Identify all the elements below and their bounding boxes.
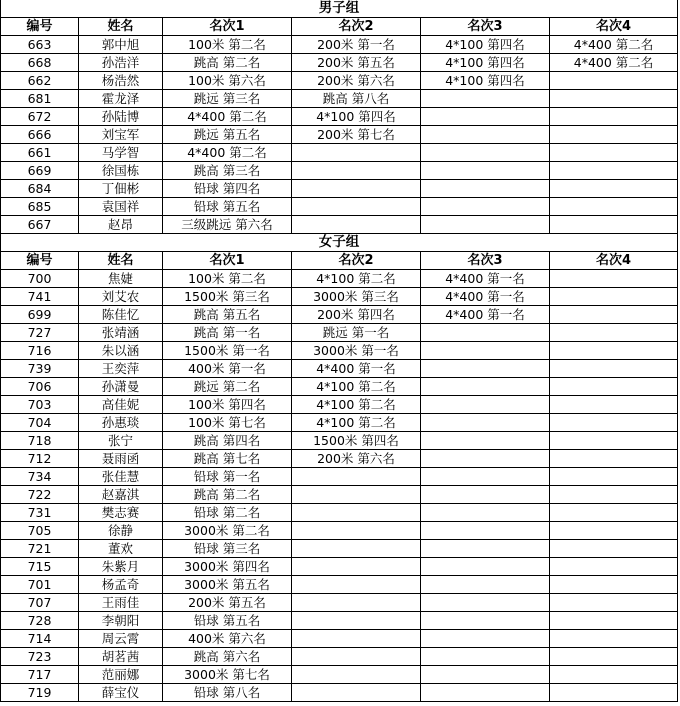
placement-cell: 4*100 第四名 <box>421 72 550 90</box>
athlete-name: 徐静 <box>79 522 163 540</box>
athlete-name: 朱紫月 <box>79 558 163 576</box>
placement-cell: 100米 第六名 <box>163 72 292 90</box>
placement-cell <box>550 396 678 414</box>
athlete-number: 722 <box>1 486 79 504</box>
placement-cell <box>292 198 421 216</box>
placement-cell: 跳高 第三名 <box>163 162 292 180</box>
athlete-number: 739 <box>1 360 79 378</box>
column-header: 名次2 <box>292 18 421 36</box>
placement-cell: 100米 第四名 <box>163 396 292 414</box>
table-row <box>1 180 678 198</box>
placement-cell: 跳高 第四名 <box>163 432 292 450</box>
table-row <box>1 396 678 414</box>
placement-cell <box>292 486 421 504</box>
athlete-name: 孙浩洋 <box>79 54 163 72</box>
table-row <box>1 504 678 522</box>
athlete-number: 706 <box>1 378 79 396</box>
athlete-number: 667 <box>1 216 79 234</box>
athlete-number: 663 <box>1 36 79 54</box>
table-row <box>1 414 678 432</box>
placement-cell <box>550 432 678 450</box>
placement-cell <box>421 144 550 162</box>
placement-cell <box>421 648 550 666</box>
athlete-number: 669 <box>1 162 79 180</box>
placement-cell <box>550 612 678 630</box>
placement-cell: 4*400 第二名 <box>163 108 292 126</box>
athlete-number: 681 <box>1 90 79 108</box>
section-title: 女子组 <box>1 234 678 252</box>
placement-cell <box>292 504 421 522</box>
table-row <box>1 216 678 234</box>
athlete-name: 赵嘉淇 <box>79 486 163 504</box>
athlete-name: 王奕萍 <box>79 360 163 378</box>
athlete-name: 张靖涵 <box>79 324 163 342</box>
placement-cell <box>421 180 550 198</box>
placement-cell <box>550 522 678 540</box>
athlete-number: 715 <box>1 558 79 576</box>
athlete-number: 672 <box>1 108 79 126</box>
placement-cell: 跳高 第六名 <box>163 648 292 666</box>
athlete-name: 袁国祥 <box>79 198 163 216</box>
placement-cell: 4*400 第二名 <box>550 54 678 72</box>
table-row <box>1 540 678 558</box>
placement-cell: 铅球 第五名 <box>163 198 292 216</box>
athlete-name: 刘艾农 <box>79 288 163 306</box>
placement-cell <box>550 126 678 144</box>
placement-cell <box>421 432 550 450</box>
placement-cell: 100米 第七名 <box>163 414 292 432</box>
placement-cell <box>550 450 678 468</box>
placement-cell <box>550 378 678 396</box>
placement-cell <box>292 468 421 486</box>
placement-cell: 3000米 第五名 <box>163 576 292 594</box>
table-row <box>1 666 678 684</box>
placement-cell <box>421 126 550 144</box>
table-row <box>1 432 678 450</box>
table-row <box>1 576 678 594</box>
placement-cell: 跳高 第二名 <box>163 486 292 504</box>
athlete-number: 701 <box>1 576 79 594</box>
athlete-name: 胡茗茜 <box>79 648 163 666</box>
athlete-number: 700 <box>1 270 79 288</box>
table-row <box>1 486 678 504</box>
athlete-name: 马学智 <box>79 144 163 162</box>
placement-cell: 100米 第二名 <box>163 270 292 288</box>
placement-cell: 4*100 第二名 <box>292 378 421 396</box>
placement-cell: 4*100 第二名 <box>292 270 421 288</box>
placement-cell: 跳高 第五名 <box>163 306 292 324</box>
placement-cell <box>292 162 421 180</box>
placement-cell: 跳远 第三名 <box>163 90 292 108</box>
placement-cell <box>550 90 678 108</box>
section-title: 男子组 <box>1 0 678 18</box>
athlete-name: 周云霄 <box>79 630 163 648</box>
athlete-name: 杨浩然 <box>79 72 163 90</box>
column-header: 名次2 <box>292 252 421 270</box>
athlete-number: 714 <box>1 630 79 648</box>
placement-cell <box>421 486 550 504</box>
placement-cell <box>421 162 550 180</box>
column-header: 姓名 <box>79 18 163 36</box>
placement-cell <box>421 414 550 432</box>
athlete-name: 樊志赛 <box>79 504 163 522</box>
placement-cell: 三级跳远 第六名 <box>163 216 292 234</box>
placement-cell <box>550 306 678 324</box>
placement-cell: 400米 第一名 <box>163 360 292 378</box>
placement-cell: 4*400 第二名 <box>163 144 292 162</box>
athlete-name: 郭中旭 <box>79 36 163 54</box>
column-header: 编号 <box>1 252 79 270</box>
athlete-number: 704 <box>1 414 79 432</box>
placement-cell <box>292 594 421 612</box>
placement-cell <box>550 216 678 234</box>
athlete-number: 721 <box>1 540 79 558</box>
athlete-number: 705 <box>1 522 79 540</box>
placement-cell: 4*100 第四名 <box>292 108 421 126</box>
column-header: 名次4 <box>550 18 678 36</box>
placement-cell <box>421 522 550 540</box>
placement-cell <box>421 684 550 702</box>
placement-cell: 4*100 第四名 <box>421 54 550 72</box>
placement-cell <box>292 684 421 702</box>
placement-cell <box>421 450 550 468</box>
athlete-number: 668 <box>1 54 79 72</box>
table-row <box>1 324 678 342</box>
placement-cell <box>550 198 678 216</box>
placement-cell <box>421 198 550 216</box>
athlete-name: 范丽娜 <box>79 666 163 684</box>
placement-cell: 4*400 第一名 <box>421 306 550 324</box>
placement-cell <box>550 630 678 648</box>
athlete-name: 李朝阳 <box>79 612 163 630</box>
placement-cell: 200米 第五名 <box>163 594 292 612</box>
athlete-number: 716 <box>1 342 79 360</box>
placement-cell <box>292 540 421 558</box>
placement-cell <box>550 504 678 522</box>
athlete-number: 703 <box>1 396 79 414</box>
table-row <box>1 558 678 576</box>
placement-cell: 200米 第五名 <box>292 54 421 72</box>
placement-cell: 200米 第四名 <box>292 306 421 324</box>
placement-cell: 4*400 第二名 <box>550 36 678 54</box>
placement-cell <box>421 504 550 522</box>
placement-cell <box>421 630 550 648</box>
placement-cell <box>421 378 550 396</box>
placement-cell <box>292 558 421 576</box>
placement-cell: 3000米 第七名 <box>163 666 292 684</box>
column-header: 名次4 <box>550 252 678 270</box>
placement-cell: 跳高 第七名 <box>163 450 292 468</box>
placement-cell: 200米 第七名 <box>292 126 421 144</box>
athlete-name: 薛宝仪 <box>79 684 163 702</box>
table-row <box>1 360 678 378</box>
placement-cell: 跳远 第五名 <box>163 126 292 144</box>
placement-cell: 4*100 第二名 <box>292 414 421 432</box>
athlete-number: 707 <box>1 594 79 612</box>
placement-cell: 1500米 第一名 <box>163 342 292 360</box>
athlete-number: 662 <box>1 72 79 90</box>
placement-cell <box>292 612 421 630</box>
placement-cell: 跳远 第二名 <box>163 378 292 396</box>
placement-cell <box>550 468 678 486</box>
placement-cell <box>421 108 550 126</box>
placement-cell: 铅球 第五名 <box>163 612 292 630</box>
athlete-number: 734 <box>1 468 79 486</box>
placement-cell: 1500米 第三名 <box>163 288 292 306</box>
placement-cell <box>292 630 421 648</box>
placement-cell: 100米 第二名 <box>163 36 292 54</box>
column-header: 名次1 <box>163 18 292 36</box>
placement-cell <box>550 666 678 684</box>
placement-cell: 400米 第六名 <box>163 630 292 648</box>
athlete-number: 718 <box>1 432 79 450</box>
athlete-name: 陈佳忆 <box>79 306 163 324</box>
placement-cell: 3000米 第一名 <box>292 342 421 360</box>
placement-cell <box>421 576 550 594</box>
athlete-number: 685 <box>1 198 79 216</box>
athlete-name: 张宁 <box>79 432 163 450</box>
athlete-number: 661 <box>1 144 79 162</box>
placement-cell: 4*400 第一名 <box>292 360 421 378</box>
placement-cell <box>421 90 550 108</box>
placement-cell: 跳高 第八名 <box>292 90 421 108</box>
table-row <box>1 270 678 288</box>
athlete-number: 741 <box>1 288 79 306</box>
athlete-name: 霍龙泽 <box>79 90 163 108</box>
table-row <box>1 684 678 702</box>
table-row <box>1 522 678 540</box>
placement-cell <box>550 684 678 702</box>
placement-cell <box>421 612 550 630</box>
placement-cell <box>292 666 421 684</box>
placement-cell <box>550 162 678 180</box>
athlete-number: 723 <box>1 648 79 666</box>
results-table-body <box>1 0 678 702</box>
athlete-number: 719 <box>1 684 79 702</box>
placement-cell <box>421 468 550 486</box>
table-row <box>1 450 678 468</box>
placement-cell <box>550 288 678 306</box>
placement-cell <box>550 342 678 360</box>
placement-cell <box>550 648 678 666</box>
table-row <box>1 90 678 108</box>
placement-cell <box>550 270 678 288</box>
column-header-row <box>1 252 678 270</box>
table-row <box>1 378 678 396</box>
placement-cell <box>421 558 550 576</box>
athlete-name: 刘宝军 <box>79 126 163 144</box>
placement-cell <box>550 558 678 576</box>
column-header: 名次3 <box>421 252 550 270</box>
placement-cell: 铅球 第二名 <box>163 504 292 522</box>
placement-cell <box>421 594 550 612</box>
placement-cell <box>292 216 421 234</box>
placement-cell: 铅球 第一名 <box>163 468 292 486</box>
table-row <box>1 306 678 324</box>
placement-cell: 3000米 第三名 <box>292 288 421 306</box>
athlete-name: 王雨佳 <box>79 594 163 612</box>
placement-cell <box>550 324 678 342</box>
placement-cell: 跳高 第一名 <box>163 324 292 342</box>
placement-cell <box>421 324 550 342</box>
placement-cell <box>421 342 550 360</box>
table-row <box>1 126 678 144</box>
placement-cell <box>421 396 550 414</box>
athlete-name: 朱以涵 <box>79 342 163 360</box>
placement-cell: 1500米 第四名 <box>292 432 421 450</box>
athlete-number: 727 <box>1 324 79 342</box>
placement-cell <box>292 144 421 162</box>
placement-cell <box>550 180 678 198</box>
athlete-number: 717 <box>1 666 79 684</box>
athlete-name: 徐国栋 <box>79 162 163 180</box>
athlete-number: 666 <box>1 126 79 144</box>
table-row <box>1 612 678 630</box>
column-header: 名次3 <box>421 18 550 36</box>
placement-cell <box>550 576 678 594</box>
athlete-name: 聂雨函 <box>79 450 163 468</box>
placement-cell <box>292 180 421 198</box>
table-row <box>1 36 678 54</box>
athlete-name: 赵昂 <box>79 216 163 234</box>
placement-cell: 跳远 第一名 <box>292 324 421 342</box>
placement-cell <box>550 414 678 432</box>
placement-cell <box>421 360 550 378</box>
table-row <box>1 72 678 90</box>
placement-cell: 4*400 第一名 <box>421 288 550 306</box>
athlete-name: 孙陆博 <box>79 108 163 126</box>
athlete-number: 731 <box>1 504 79 522</box>
placement-cell: 3000米 第二名 <box>163 522 292 540</box>
athlete-name: 孙潇曼 <box>79 378 163 396</box>
section-title-row <box>1 234 678 252</box>
placement-cell <box>550 594 678 612</box>
column-header: 名次1 <box>163 252 292 270</box>
placement-cell <box>550 144 678 162</box>
table-row <box>1 630 678 648</box>
athlete-name: 孙惠琰 <box>79 414 163 432</box>
table-row <box>1 648 678 666</box>
placement-cell <box>292 648 421 666</box>
athlete-number: 712 <box>1 450 79 468</box>
athlete-number: 684 <box>1 180 79 198</box>
table-row <box>1 198 678 216</box>
column-header-row <box>1 18 678 36</box>
table-row <box>1 54 678 72</box>
placement-cell <box>421 540 550 558</box>
placement-cell: 4*100 第四名 <box>421 36 550 54</box>
placement-cell: 4*400 第一名 <box>421 270 550 288</box>
placement-cell: 3000米 第四名 <box>163 558 292 576</box>
placement-cell: 跳高 第二名 <box>163 54 292 72</box>
placement-cell: 铅球 第四名 <box>163 180 292 198</box>
athlete-name: 丁佃彬 <box>79 180 163 198</box>
athlete-name: 张佳慧 <box>79 468 163 486</box>
athlete-name: 焦婕 <box>79 270 163 288</box>
section-title-row <box>1 0 678 18</box>
placement-cell <box>550 486 678 504</box>
placement-cell: 4*100 第二名 <box>292 396 421 414</box>
athlete-number: 699 <box>1 306 79 324</box>
athlete-name: 董欢 <box>79 540 163 558</box>
placement-cell <box>550 108 678 126</box>
table-row <box>1 342 678 360</box>
placement-cell: 200米 第六名 <box>292 450 421 468</box>
placement-cell <box>550 360 678 378</box>
placement-cell: 200米 第六名 <box>292 72 421 90</box>
athlete-name: 杨孟奇 <box>79 576 163 594</box>
placement-cell: 200米 第一名 <box>292 36 421 54</box>
table-row <box>1 108 678 126</box>
placement-cell <box>421 666 550 684</box>
table-row <box>1 288 678 306</box>
placement-cell <box>292 576 421 594</box>
table-row <box>1 468 678 486</box>
placement-cell: 铅球 第三名 <box>163 540 292 558</box>
placement-cell <box>550 540 678 558</box>
placement-cell <box>421 216 550 234</box>
column-header: 编号 <box>1 18 79 36</box>
placement-cell: 铅球 第八名 <box>163 684 292 702</box>
athlete-number: 728 <box>1 612 79 630</box>
column-header: 姓名 <box>79 252 163 270</box>
placement-cell <box>292 522 421 540</box>
table-row <box>1 594 678 612</box>
table-row <box>1 162 678 180</box>
athlete-name: 高佳妮 <box>79 396 163 414</box>
table-row <box>1 144 678 162</box>
placement-cell <box>550 72 678 90</box>
